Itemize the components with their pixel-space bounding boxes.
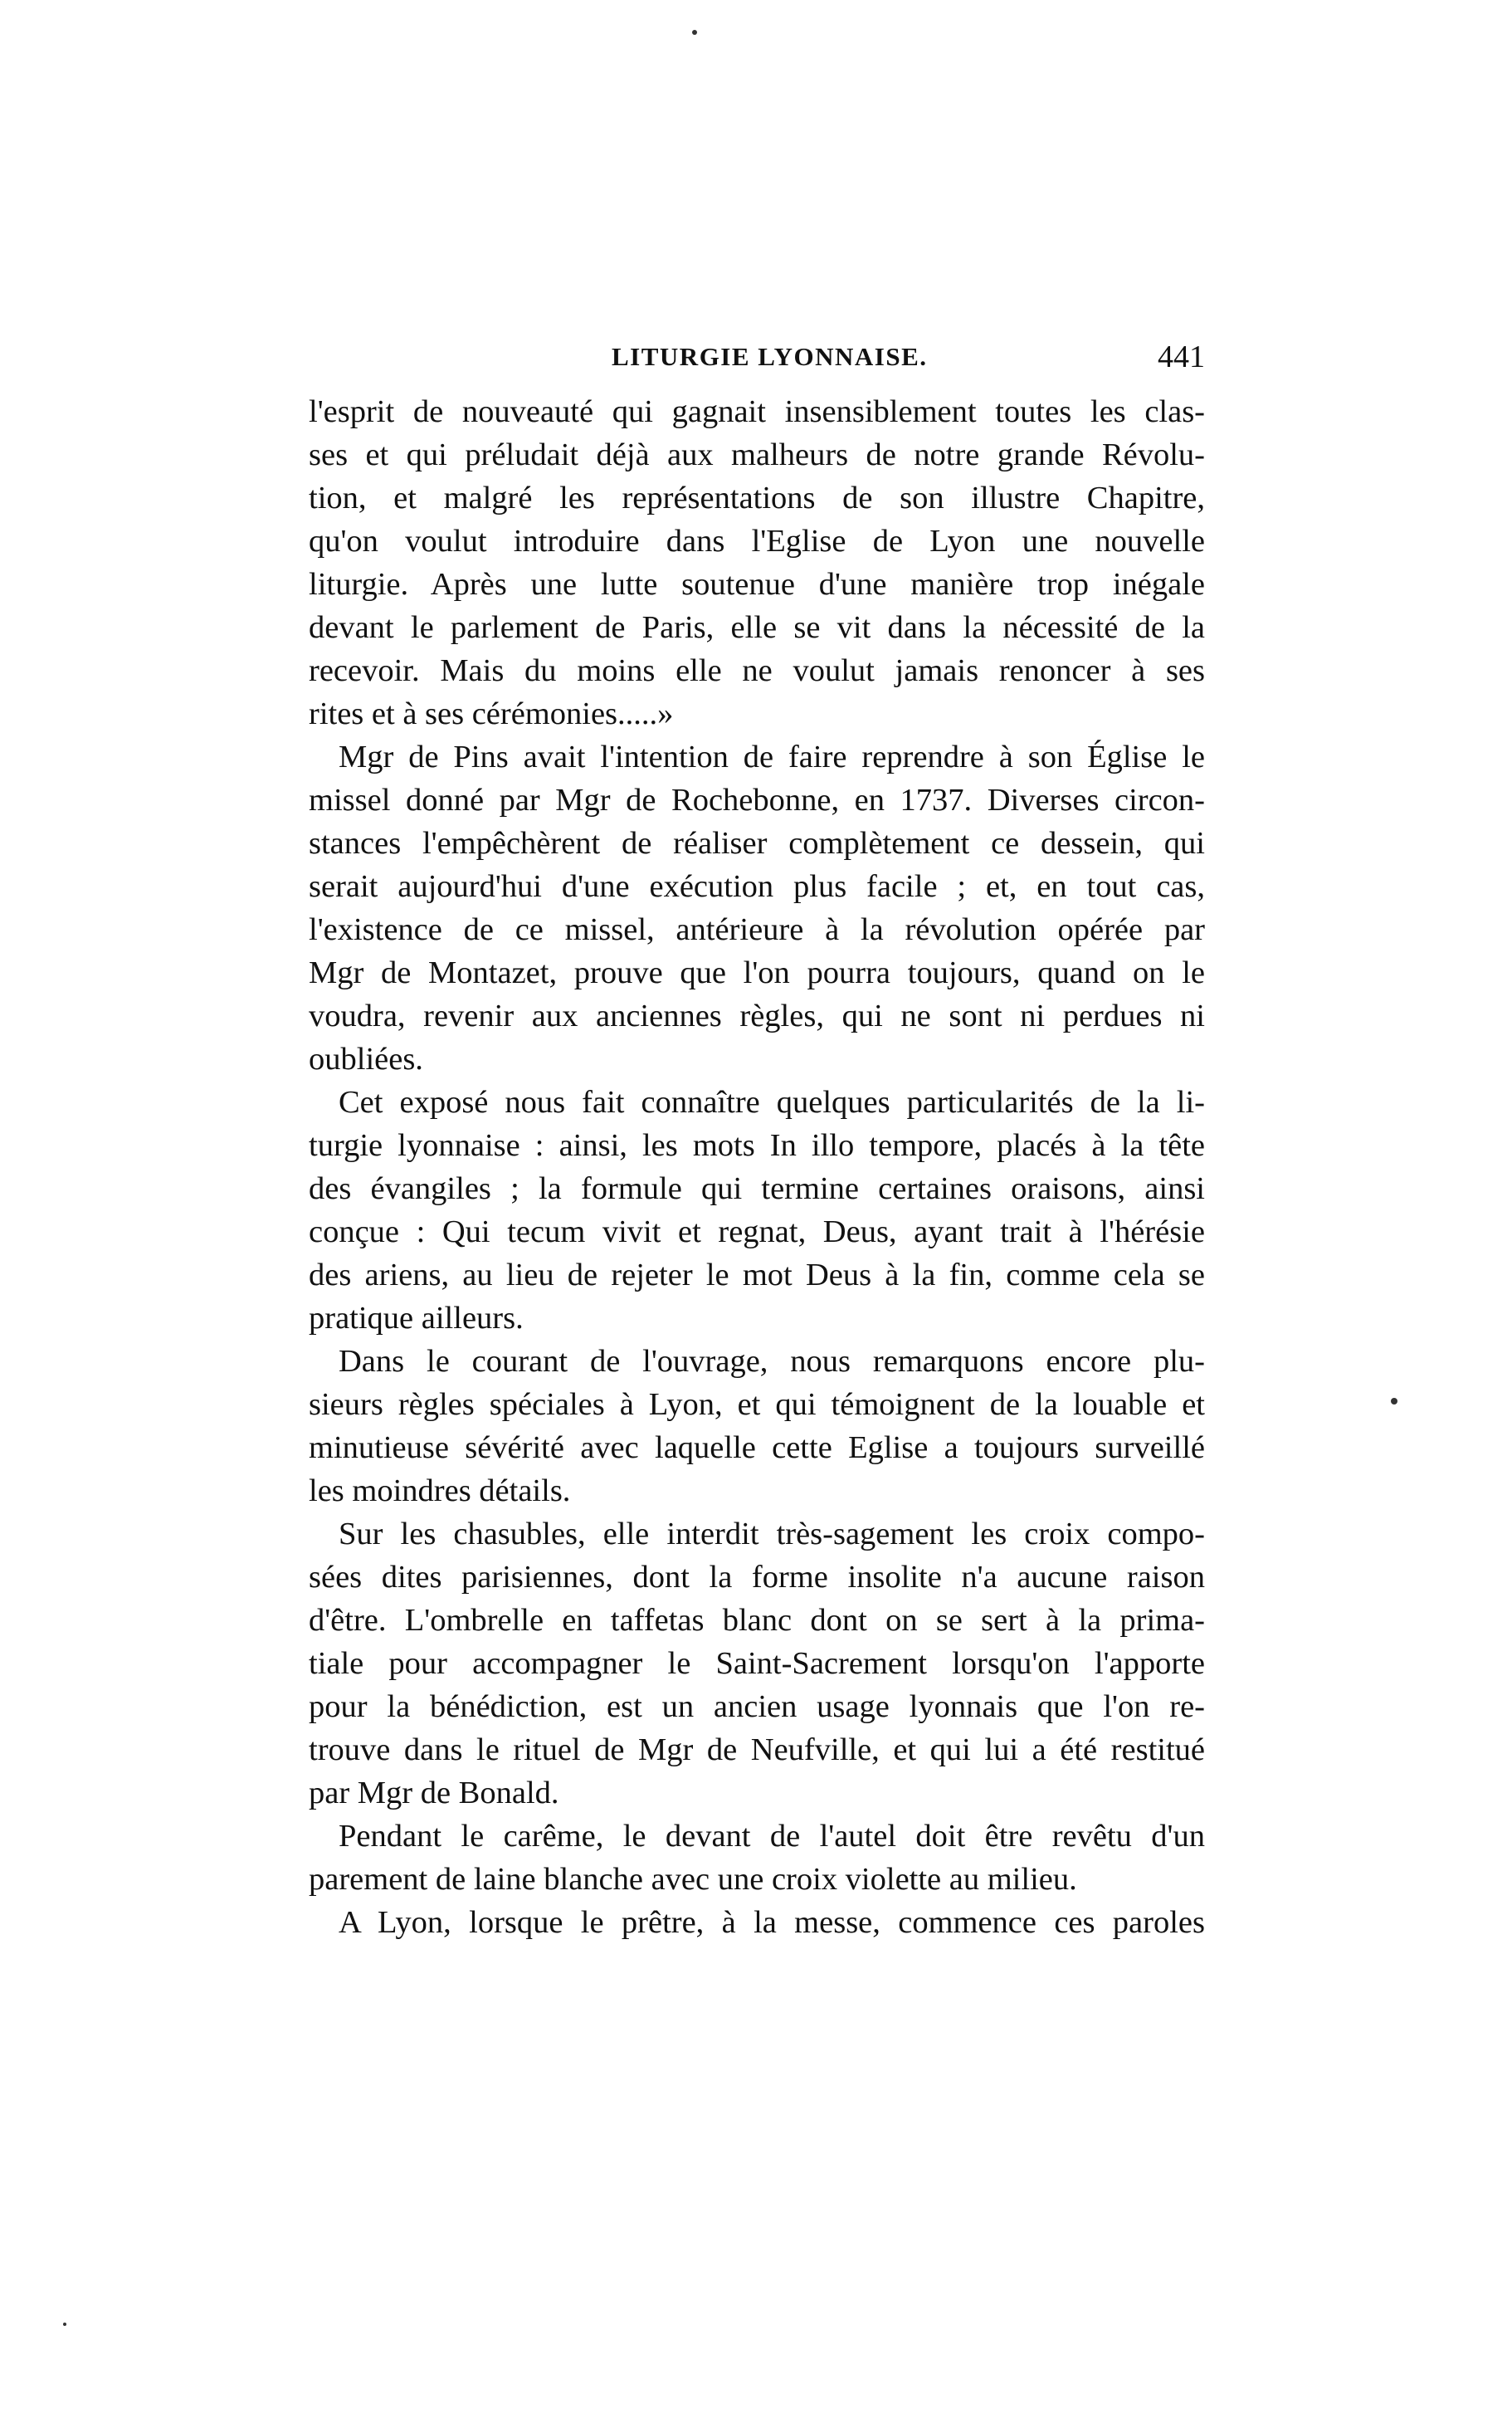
text-line: missel donné par Mgr de Rochebonne, en 1737. Diverses circon- <box>309 783 1205 818</box>
page-number: 441 <box>1158 340 1205 374</box>
scan-speck <box>1391 1398 1397 1405</box>
text-line: tiale pour accompagner le Saint-Sacrement lorsqu'on l'apporte <box>309 1646 1205 1681</box>
text-line: Cet exposé nous fait connaître quelques particularités de la li- <box>339 1085 1205 1120</box>
text-line: Pendant le carême, le devant de l'autel doit être revêtu d'un <box>339 1819 1205 1854</box>
text-line: liturgie. Après une lutte soutenue d'une manière trop inégale <box>309 567 1205 602</box>
text-line: sieurs règles spéciales à Lyon, et qui témoignent de la louable et <box>309 1387 1205 1422</box>
text-line: stances l'empêchèrent de réaliser complètement ce dessein, qui <box>309 826 1205 861</box>
text-line: serait aujourd'hui d'une exécution plus facile ; et, en tout cas, <box>309 869 1205 904</box>
scan-speck <box>692 30 697 35</box>
text-line: Mgr de Montazet, prouve que l'on pourra toujours, quand on le <box>309 955 1205 990</box>
text-line: rites et à ses cérémonies.....» <box>309 696 674 731</box>
text-line: les moindres détails. <box>309 1473 571 1508</box>
text-line: turgie lyonnaise : ainsi, les mots In illo tempore, placés à la tête <box>309 1128 1205 1163</box>
text-line: minutieuse sévérité avec laquelle cette Eglise a toujours surveillé <box>309 1430 1205 1465</box>
text-line: voudra, revenir aux anciennes règles, qui ne sont ni perdues ni <box>309 999 1205 1033</box>
text-line: oubliées. <box>309 1042 423 1077</box>
text-line: Dans le courant de l'ouvrage, nous remarquons encore plu- <box>339 1344 1205 1379</box>
page-header <box>309 339 1205 385</box>
text-line: des évangiles ; la formule qui termine certaines oraisons, ainsi <box>309 1171 1205 1206</box>
text-line: qu'on voulut introduire dans l'Eglise de Lyon une nouvelle <box>309 524 1205 559</box>
text-line: A Lyon, lorsque le prêtre, à la messe, commence ces paroles <box>339 1905 1205 1940</box>
text-line: ses et qui préludait déjà aux malheurs de notre grande Révolu- <box>309 437 1205 472</box>
text-line: parement de laine blanche avec une croix violette au milieu. <box>309 1862 1077 1897</box>
text-line: pour la bénédiction, est un ancien usage lyonnais que l'on re- <box>309 1689 1205 1724</box>
text-line: recevoir. Mais du moins elle ne voulut jamais renoncer à ses <box>309 653 1205 688</box>
text-line: d'être. L'ombrelle en taffetas blanc dont on se sert à la prima- <box>309 1603 1205 1638</box>
text-line: des ariens, au lieu de rejeter le mot Deus à la fin, comme cela se <box>309 1258 1205 1292</box>
scan-speck <box>63 2323 66 2326</box>
text-line: trouve dans le rituel de Mgr de Neufville, et qui lui a été restitué <box>309 1732 1205 1767</box>
text-line: devant le parlement de Paris, elle se vit dans la nécessité de la <box>309 610 1205 645</box>
text-line: sées dites parisiennes, dont la forme insolite n'a aucune raison <box>309 1560 1205 1595</box>
running-title: LITURGIE LYONNAISE. <box>612 342 928 371</box>
text-line: conçue : Qui tecum vivit et regnat, Deus, ayant trait à l'hérésie <box>309 1214 1205 1249</box>
text-line: l'existence de ce missel, antérieure à la révolution opérée par <box>309 912 1205 947</box>
text-line: Sur les chasubles, elle interdit très-sagement les croix compo- <box>339 1517 1205 1551</box>
body-text <box>309 390 1205 1944</box>
text-line: pratique ailleurs. <box>309 1301 524 1336</box>
text-line: tion, et malgré les représentations de son illustre Chapitre, <box>309 481 1205 515</box>
text-line: Mgr de Pins avait l'intention de faire reprendre à son Église le <box>339 740 1205 774</box>
text-line: par Mgr de Bonald. <box>309 1776 559 1810</box>
text-line: l'esprit de nouveauté qui gagnait insensiblement toutes les clas- <box>309 394 1205 429</box>
